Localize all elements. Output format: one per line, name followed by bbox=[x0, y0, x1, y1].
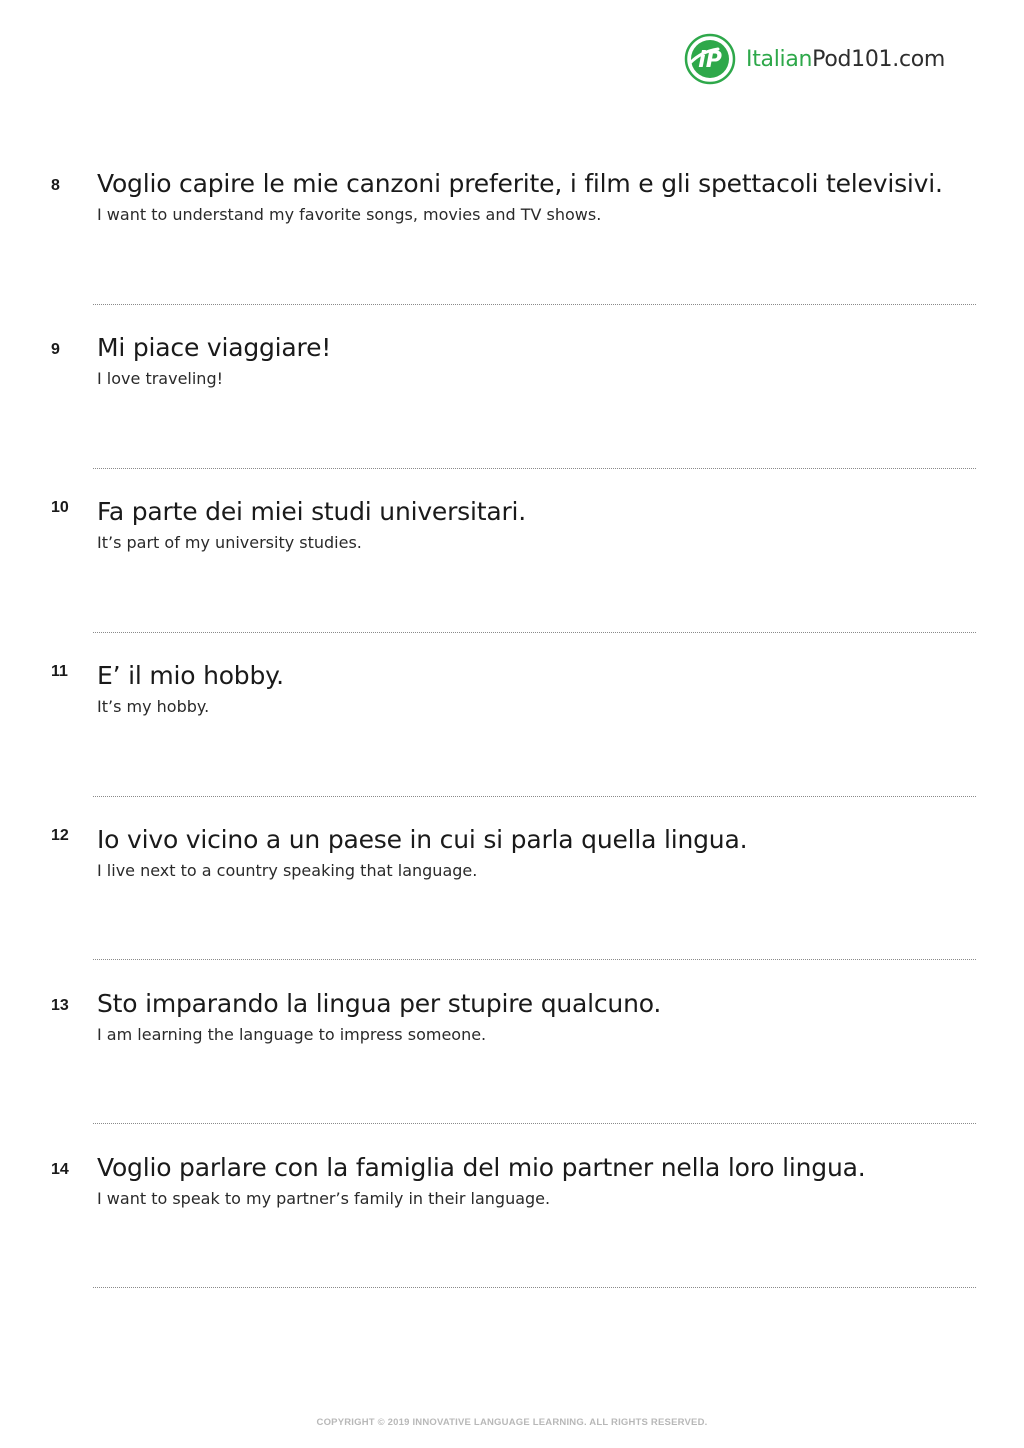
phrase-entry bbox=[0, 825, 1024, 989]
logo-mark-icon bbox=[684, 33, 736, 85]
phrase-entry bbox=[0, 661, 1024, 825]
italian-phrase: Sto imparando la lingua per stupire qualcuno. bbox=[97, 989, 662, 1018]
english-translation: I want to understand my favorite songs, movies and TV shows. bbox=[97, 205, 602, 224]
phrase-entry bbox=[0, 497, 1024, 661]
logo-domain-text: Pod101.com bbox=[812, 46, 946, 72]
phrase-entry bbox=[0, 169, 1024, 333]
english-translation: I want to speak to my partner’s family in their language. bbox=[97, 1189, 551, 1208]
italian-phrase: E’ il mio hobby. bbox=[97, 661, 284, 690]
writing-line bbox=[93, 1123, 976, 1124]
entry-number: 9 bbox=[51, 341, 60, 358]
writing-line bbox=[93, 304, 976, 305]
italian-phrase: Voglio capire le mie canzoni preferite, i film e gli spettacoli televisivi. bbox=[97, 169, 943, 198]
writing-line bbox=[93, 959, 976, 960]
svg-text:iP: iP bbox=[698, 48, 722, 73]
english-translation: It’s my hobby. bbox=[97, 697, 210, 716]
entry-number: 10 bbox=[51, 499, 69, 516]
entry-number: 14 bbox=[51, 1161, 69, 1178]
english-translation: I love traveling! bbox=[97, 369, 224, 388]
italian-phrase: Io vivo vicino a un paese in cui si parla quella lingua. bbox=[97, 825, 748, 854]
site-logo[interactable] bbox=[684, 33, 945, 85]
phrase-entry bbox=[0, 333, 1024, 497]
writing-line bbox=[93, 632, 976, 633]
italian-phrase: Fa parte dei miei studi universitari. bbox=[97, 497, 527, 526]
writing-line bbox=[93, 1287, 976, 1288]
writing-line bbox=[93, 468, 976, 469]
phrase-entry bbox=[0, 1153, 1024, 1317]
entry-number: 8 bbox=[51, 177, 60, 194]
italian-phrase: Voglio parlare con la famiglia del mio partner nella loro lingua. bbox=[97, 1153, 866, 1182]
logo-brand-text: Italian bbox=[746, 46, 813, 72]
entry-number: 13 bbox=[51, 997, 69, 1014]
phrase-entry bbox=[0, 989, 1024, 1153]
logo-wordmark bbox=[746, 47, 945, 72]
italian-phrase: Mi piace viaggiare! bbox=[97, 333, 332, 362]
copyright-footer: COPYRIGHT © 2019 INNOVATIVE LANGUAGE LEARNING. ALL RIGHTS RESERVED. bbox=[316, 1417, 708, 1428]
english-translation: It’s part of my university studies. bbox=[97, 533, 362, 552]
entry-number: 12 bbox=[51, 827, 69, 844]
english-translation: I live next to a country speaking that language. bbox=[97, 861, 478, 880]
english-translation: I am learning the language to impress someone. bbox=[97, 1025, 487, 1044]
writing-line bbox=[93, 796, 976, 797]
entry-number: 11 bbox=[51, 663, 68, 680]
